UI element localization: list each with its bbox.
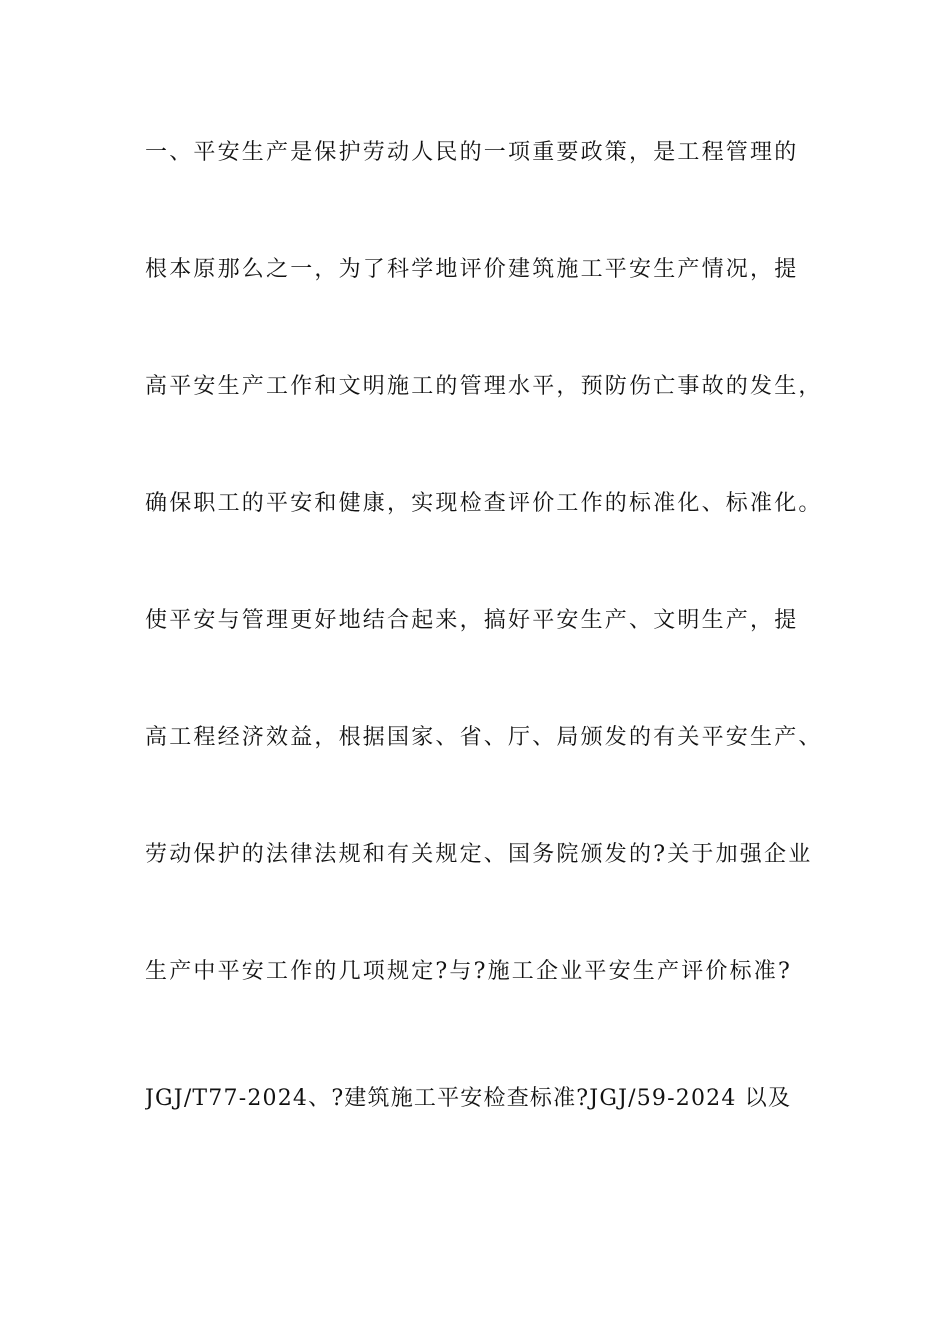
body-text-line: 确保职工的平安和健康，实现检查评价工作的标准化、标准化。 (145, 491, 823, 516)
body-text-line: 高工程经济效益，根据国家、省、厅、局颁发的有关平安生产、 (145, 725, 823, 750)
body-text-line: 高平安生产工作和文明施工的管理水平，预防伤亡事故的发生， (145, 374, 823, 399)
body-text-line: 生产中平安工作的几项规定?与?施工企业平安生产评价标准? (145, 959, 792, 984)
body-text-line: 一、平安生产是保护劳动人民的一项重要政策，是工程管理的 (145, 140, 799, 165)
body-text-line: JGJ/T77-2024、?建筑施工平安检查标准?JGJ/59-2024 以及 (145, 1086, 792, 1111)
body-text-line: 根本原那么之一，为了科学地评价建筑施工平安生产情况，提 (145, 257, 799, 282)
body-text-line: 劳动保护的法律法规和有关规定、国务院颁发的?关于加强企业 (145, 842, 813, 867)
body-text-line: 使平安与管理更好地结合起来，搞好平安生产、文明生产，提 (145, 608, 799, 633)
